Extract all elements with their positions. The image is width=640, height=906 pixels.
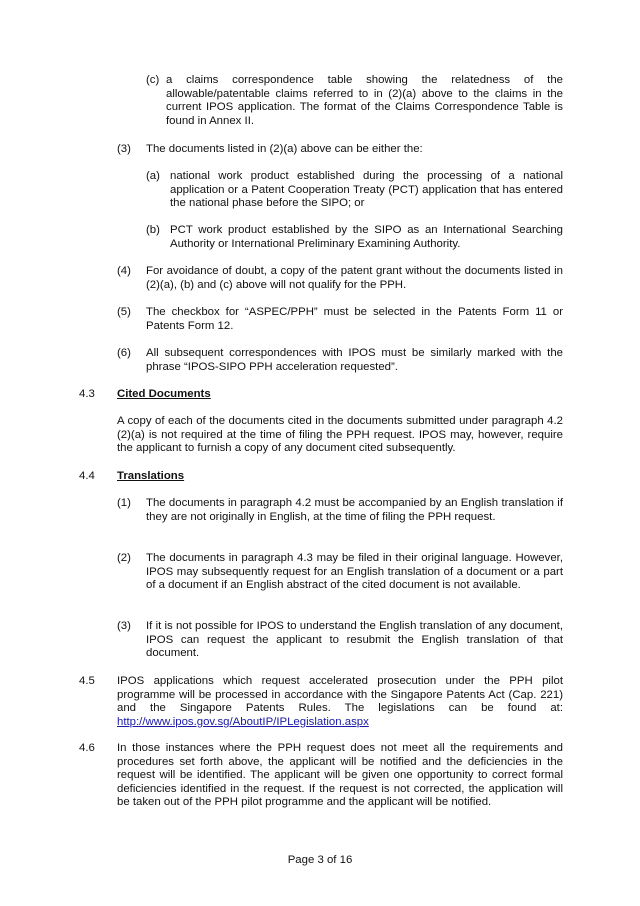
section-4-4-number: 4.4	[79, 470, 95, 482]
item-3b-label: (b)	[146, 224, 160, 236]
item-4-label: (4)	[117, 265, 131, 277]
item-3a-label: (a)	[146, 170, 160, 182]
section-4-3-heading: Cited Documents	[117, 388, 211, 400]
legislation-link[interactable]: http://www.ipos.gov.sg/AboutIP/IPLegislation.aspx	[117, 715, 369, 728]
section-4-3-number: 4.3	[79, 388, 95, 400]
translation-item-1-text: The documents in paragraph 4.2 must be accompanied by an English translation if they are not originally in English, at the time of filing the PPH request.	[146, 497, 563, 523]
section-4-4-heading: Translations	[117, 470, 185, 482]
section-4-5-paragraph	[117, 675, 563, 729]
item-3a-text: national work product established during the processing of a national application or a Patent Cooperation Treaty (PCT) application that has entered the national phase before the SIPO; or	[170, 170, 563, 210]
translation-item-1-label: (1)	[117, 497, 131, 509]
section-4-5-number: 4.5	[79, 675, 95, 687]
section-4-6-number: 4.6	[79, 742, 95, 754]
item-5-text: The checkbox for “ASPEC/PPH” must be selected in the Patents Form 11 or Patents Form 12.	[146, 306, 563, 332]
item-3-label: (3)	[117, 143, 131, 155]
item-5-label: (5)	[117, 306, 131, 318]
item-3b-text: PCT work product established by the SIPO as an International Searching Authority or International Preliminary Examining Authority.	[170, 224, 563, 250]
item-6-text: All subsequent correspondences with IPOS must be similarly marked with the phrase “IPOS-SIPO PPH acceleration requested”.	[146, 347, 563, 373]
item-6-label: (6)	[117, 347, 131, 359]
translation-item-2-text: The documents in paragraph 4.3 may be filed in their original language. However, IPOS may subsequently request for an English translation of a document or a part of a document if an English abstract of the cited document is not available.	[146, 552, 563, 592]
translation-item-2-label: (2)	[117, 552, 131, 564]
item-4-text: For avoidance of doubt, a copy of the patent grant without the documents listed in (2)(a), (b) and (c) above will not qualify for the PPH.	[146, 265, 563, 291]
translation-item-3-text: If it is not possible for IPOS to understand the English translation of any document, IPOS can request the applicant to resubmit the English translation of that document.	[146, 620, 563, 660]
page-number: Page 3 of 16	[287, 854, 353, 866]
item-3-text: The documents listed in (2)(a) above can be either the:	[146, 143, 423, 155]
section-4-6-text: In those instances where the PPH request does not meet all the requirements and procedures set forth above, the applicant will be notified and the deficiencies in the request will be identified. The applicant will be given one opportunity to correct formal deficiencies identified in the request. If the request is not corrected, the application will be taken out of the PPH pilot programme and the applicant will be notified.	[117, 742, 563, 809]
translation-item-3-label: (3)	[117, 620, 131, 632]
item-c-label: (c)	[146, 74, 160, 86]
section-4-3-text: A copy of each of the documents cited in the documents submitted under paragraph 4.2 (2)(a) is not required at the time of filing the PPH request. IPOS may, however, require the applicant to furnish a copy of any document cited subsequently.	[117, 415, 563, 455]
item-c-text: a claims correspondence table showing the relatedness of the allowable/patentable claims referred to in (2)(a) above to the claims in the current IPOS application. The format of the Claims Correspondence Table is found in Annex II.	[166, 74, 563, 127]
section-4-5-text: IPOS applications which request accelerated prosecution under the PPH pilot programme will be processed in accordance with the Singapore Patents Act (Cap. 221) and the Singapore Patents Rules. The legislations can be found at:	[117, 675, 563, 715]
